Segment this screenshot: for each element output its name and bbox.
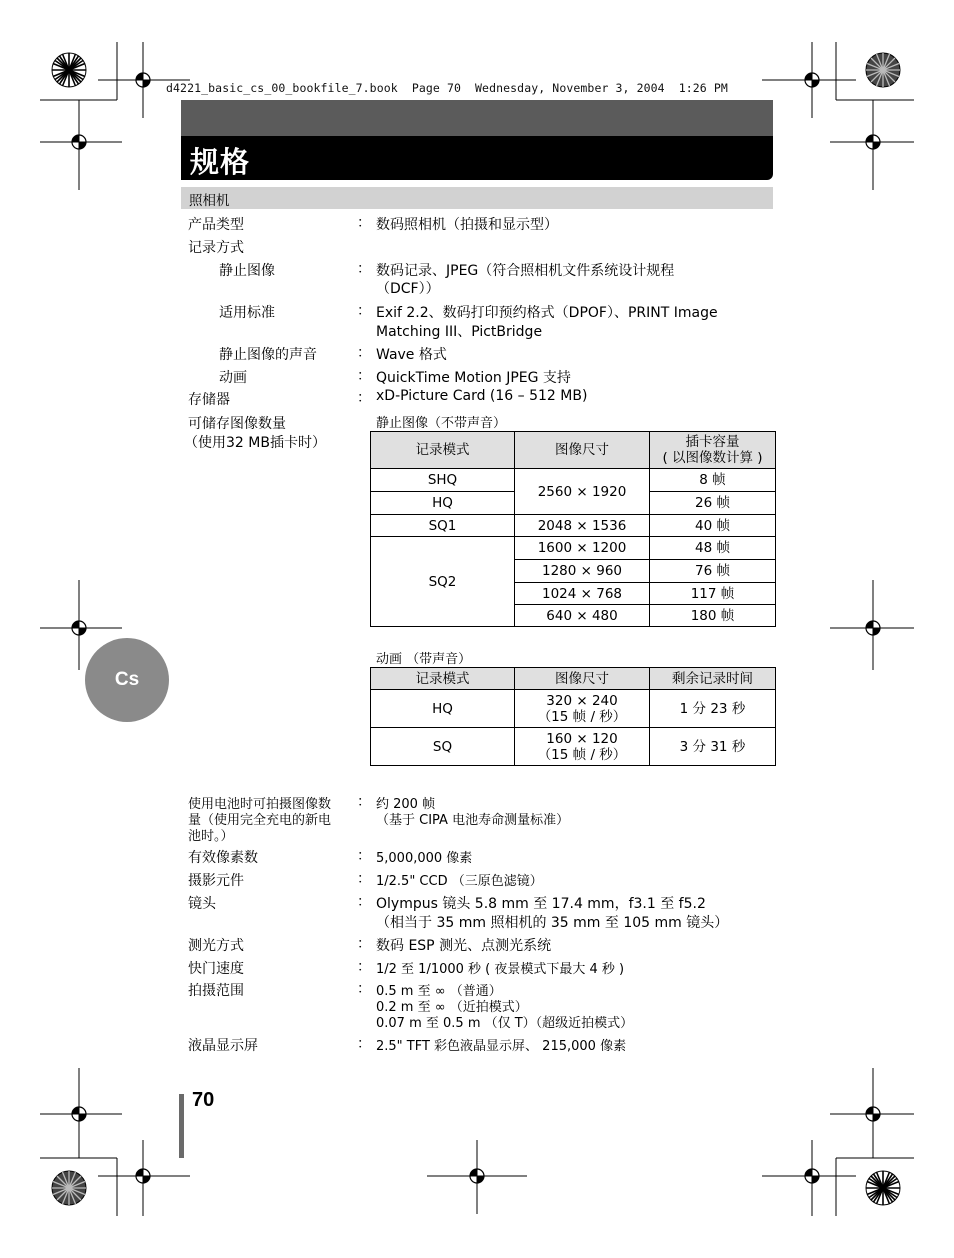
value-shutter: 1/2 至 1/1000 秒 ( 夜景模式下最大 4 秒 ) (376, 962, 625, 977)
colon: ： (357, 981, 371, 997)
colon: ： (357, 261, 371, 277)
value-metering: 数码 ESP 测光、点测光系统 (376, 938, 552, 954)
label-lens: 镜头 (188, 896, 216, 912)
label-storage: 存储器 (188, 392, 230, 408)
table-cell-mode: HQ (371, 690, 515, 728)
value-battery-1: 约 200 帧 (376, 797, 436, 812)
size-value: 160 × 120 (546, 730, 618, 747)
label-battery-2: 量（使用完全充电的新电 (188, 813, 332, 828)
value-lens-1: Olympus 镜头 5.8 mm 至 17.4 mm，f3.1 至 f5.2 (376, 896, 706, 912)
table-cell-count: 26 帧 (650, 492, 776, 515)
table-cell-size: 2048 × 1536 (515, 515, 650, 537)
value-sensor: 1/2.5" CCD （三原色滤镜） (376, 874, 543, 889)
table-cell-count: 180 帧 (650, 605, 776, 627)
value-lcd: 2.5" TFT 彩色液晶显示屏、 215,000 像素 (376, 1039, 627, 1054)
label-metering: 测光方式 (188, 938, 244, 954)
label-still-image: 静止图像 (219, 263, 275, 279)
table-cell-time: 3 分 31 秒 (650, 728, 776, 766)
table-cell-size: 2560 × 1920 (515, 469, 650, 515)
value-range-1: 0.5 m 至 ∞ （普通） (376, 984, 502, 999)
colon: ： (357, 303, 371, 319)
label-sensor: 摄影元件 (188, 873, 244, 889)
colon: ： (357, 1036, 371, 1052)
label-battery-1: 使用电池时可拍摄图像数 (188, 797, 332, 812)
title-band (181, 136, 773, 180)
value-standard-1: Exif 2.2、数码打印预约格式（DPOF）、PRINT Image (376, 305, 718, 321)
label-standard: 适用标准 (219, 305, 275, 321)
label-record-method: 记录方式 (188, 240, 244, 256)
label-pixels: 有效像素数 (188, 850, 258, 866)
label-storable-2: （使用32 MB插卡时） (184, 435, 326, 451)
title-band-top (181, 100, 773, 136)
movie-table (370, 667, 776, 766)
fps-value: （15 帧 / 秒） (537, 708, 627, 725)
label-shutter: 快门速度 (188, 961, 244, 977)
page-title: 规格 (190, 145, 251, 179)
colon: ： (357, 390, 371, 406)
colon: ： (357, 894, 371, 910)
table-cell-mode: SQ (371, 728, 515, 766)
label-lcd: 液晶显示屏 (188, 1038, 258, 1054)
value-movie: QuickTime Motion JPEG 支持 (376, 370, 571, 386)
value-battery-2: （基于 CIPA 电池寿命测量标准） (376, 813, 570, 828)
colon: ： (357, 871, 371, 887)
table-cell-size: 1600 × 1200 (515, 537, 650, 560)
header-record-mode: 记录模式 (371, 432, 515, 469)
label-product-type: 产品类型 (188, 217, 244, 233)
fps-value: （15 帧 / 秒） (537, 746, 627, 763)
colon: ： (357, 215, 371, 231)
page-number: 70 (192, 1089, 215, 1111)
table-cell-mode: SQ2 (371, 537, 515, 627)
table-cell-size (515, 690, 650, 728)
table-cell-size: 1280 × 960 (515, 560, 650, 583)
colon: ： (357, 368, 371, 384)
value-still-image-1: 数码记录、JPEG（符合照相机文件系统设计规程 (376, 263, 675, 279)
label-movie: 动画 (219, 370, 247, 386)
table-cell-size: 640 × 480 (515, 605, 650, 627)
value-still-sound: Wave 格式 (376, 347, 447, 363)
section-bar (181, 187, 773, 209)
colon: ： (357, 345, 371, 361)
value-product-type: 数码照相机（拍摄和显示型） (376, 217, 558, 233)
print-header: d4221_basic_cs_00_bookfile_7.book Page 70 Wednesday, November 3, 2004 1:26 PM (166, 81, 728, 95)
colon: ： (357, 794, 371, 810)
table-cell-count: 48 帧 (650, 537, 776, 560)
header-card-capacity-line1: 插卡容量 (685, 434, 740, 450)
header-remaining-time: 剩余记录时间 (650, 668, 776, 690)
label-storable-1: 可储存图像数量 (188, 416, 286, 432)
table-cell-mode: SHQ (371, 469, 515, 492)
label-battery-3: 池时。） (188, 829, 234, 844)
value-range-2: 0.2 m 至 ∞ （近拍模式） (376, 1000, 528, 1015)
language-tab (85, 638, 169, 722)
value-pixels: 5,000,000 像素 (376, 851, 473, 866)
table-cell-mode: SQ1 (371, 515, 515, 537)
table-cell-count: 76 帧 (650, 560, 776, 583)
table-cell-count: 40 帧 (650, 515, 776, 537)
table-cell-time: 1 分 23 秒 (650, 690, 776, 728)
table-cell-count: 8 帧 (650, 469, 776, 492)
value-still-image-2: （DCF）） (376, 281, 440, 297)
table-cell-count: 117 帧 (650, 583, 776, 605)
value-storage: xD-Picture Card (16 – 512 MB) (376, 388, 588, 404)
table-cell-size: 1024 × 768 (515, 583, 650, 605)
still-image-table (370, 431, 776, 627)
label-range: 拍摄范围 (188, 983, 244, 999)
header-image-size: 图像尺寸 (515, 432, 650, 469)
table-cell-mode: HQ (371, 492, 515, 515)
label-still-sound: 静止图像的声音 (219, 347, 317, 363)
header-image-size: 图像尺寸 (515, 668, 650, 690)
colon: ： (357, 936, 371, 952)
value-standard-2: Matching III、PictBridge (376, 324, 543, 340)
table-cell-size (515, 728, 650, 766)
value-lens-2: （相当于 35 mm 照相机的 35 mm 至 105 mm 镜头） (376, 915, 729, 931)
colon: ： (357, 959, 371, 975)
value-range-3: 0.07 m 至 0.5 m （仅 T）（超级近拍模式） (376, 1016, 634, 1031)
movie-table-caption: 动画 （带声音） (376, 652, 472, 667)
colon: ： (357, 848, 371, 864)
size-value: 320 × 240 (546, 692, 618, 709)
header-card-capacity (650, 432, 776, 469)
section-title: 照相机 (189, 193, 230, 209)
header-record-mode: 记录模式 (371, 668, 515, 690)
header-card-capacity-line2: ( 以图像数计算 ) (662, 450, 763, 466)
still-table-caption: 静止图像（不带声音） (376, 416, 507, 431)
page-number-bar (179, 1094, 184, 1158)
language-tab-label: Cs (114, 669, 140, 690)
